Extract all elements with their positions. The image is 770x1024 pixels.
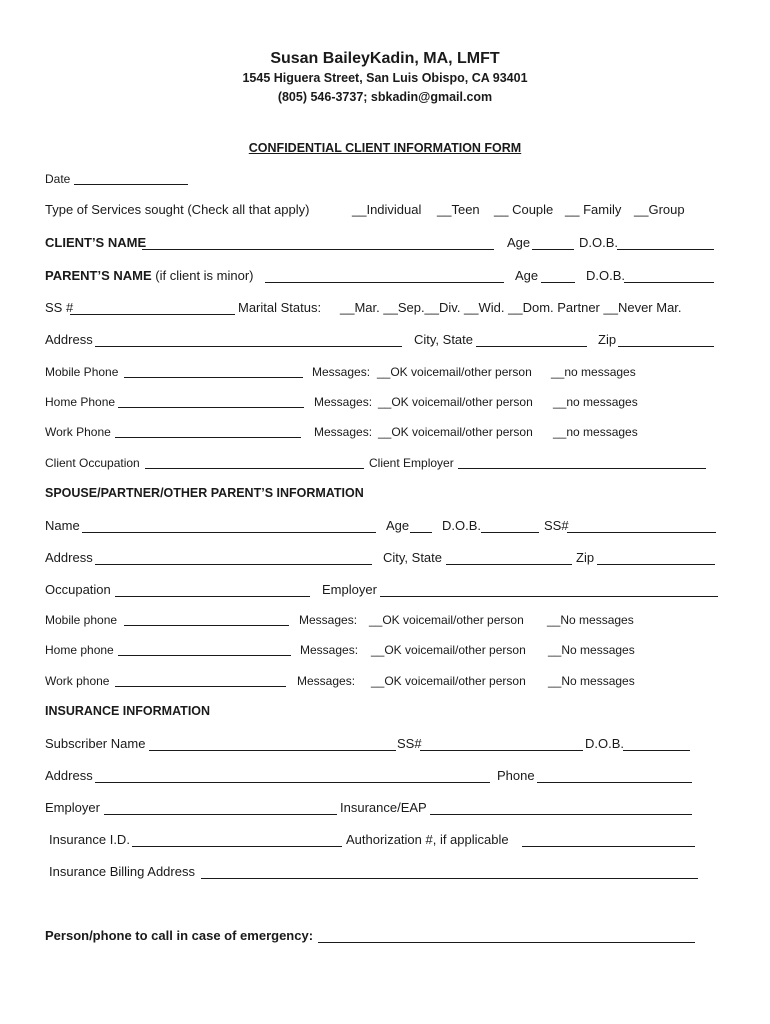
date-field[interactable] bbox=[74, 184, 188, 185]
subscriber-name-label: Subscriber Name bbox=[45, 736, 146, 751]
client-employer-label: Client Employer bbox=[369, 456, 454, 470]
insurance-address-field[interactable] bbox=[95, 782, 490, 783]
spouse-work-label: Work phone bbox=[45, 674, 110, 688]
subscriber-ss-label: SS# bbox=[397, 736, 422, 751]
client-name-field[interactable] bbox=[142, 249, 494, 250]
spouse-city-label: City, State bbox=[383, 550, 443, 565]
spouse-mobile-field[interactable] bbox=[124, 625, 289, 626]
spouse-age-label: Age bbox=[386, 518, 410, 533]
billing-address-field[interactable] bbox=[201, 878, 698, 879]
client-age-label: Age bbox=[507, 235, 531, 250]
client-name-row bbox=[0, 233, 770, 253]
insurance-employer-label: Employer bbox=[45, 800, 100, 815]
spouse-work-row bbox=[0, 671, 770, 691]
ok-voicemail-option[interactable]: __OK voicemail/other person bbox=[369, 613, 524, 627]
client-home-row bbox=[0, 392, 770, 412]
messages-label: Messages: bbox=[300, 643, 359, 657]
insurance-id-row bbox=[0, 830, 770, 850]
spouse-home-label: Home phone bbox=[45, 643, 114, 657]
authorization-field[interactable] bbox=[522, 846, 695, 847]
client-home-field[interactable] bbox=[118, 407, 304, 408]
service-individual-option[interactable]: __Individual bbox=[352, 202, 422, 217]
client-mobile-row bbox=[0, 362, 770, 382]
ok-voicemail-option[interactable]: __OK voicemail/other person bbox=[377, 365, 532, 379]
spouse-occupation-row bbox=[0, 580, 770, 600]
spouse-section-heading: SPOUSE/PARTNER/OTHER PARENT’S INFORMATION bbox=[45, 486, 364, 500]
spouse-name-field[interactable] bbox=[82, 532, 376, 533]
spouse-mobile-label: Mobile phone bbox=[45, 613, 118, 627]
subscriber-ss-field[interactable] bbox=[420, 750, 583, 751]
spouse-dob-field[interactable] bbox=[481, 532, 539, 533]
ok-voicemail-option[interactable]: __OK voicemail/other person bbox=[378, 395, 533, 409]
parent-minor-note: (if client is minor) bbox=[151, 268, 254, 283]
messages-label: Messages: bbox=[299, 613, 358, 627]
insurance-eap-field[interactable] bbox=[430, 814, 692, 815]
messages-label: Messages: bbox=[297, 674, 356, 688]
client-address-label: Address bbox=[45, 332, 93, 347]
client-address-field[interactable] bbox=[95, 346, 402, 347]
client-age-field[interactable] bbox=[532, 249, 574, 250]
service-family-option[interactable]: __ Family bbox=[565, 202, 622, 217]
spouse-mobile-row bbox=[0, 610, 770, 630]
parent-name-field[interactable] bbox=[265, 282, 504, 283]
emergency-contact-label: Person/phone to call in case of emergency: bbox=[45, 928, 314, 943]
client-occupation-label: Client Occupation bbox=[45, 456, 140, 470]
billing-address-label: Insurance Billing Address bbox=[49, 864, 195, 879]
marital-status-options[interactable]: __Mar. __Sep.__Div. __Wid. __Dom. Partner __Never Mar. bbox=[340, 300, 682, 315]
client-work-row bbox=[0, 422, 770, 442]
client-mobile-field[interactable] bbox=[124, 377, 303, 378]
subscriber-name-field[interactable] bbox=[149, 750, 396, 751]
spouse-home-field[interactable] bbox=[118, 655, 291, 656]
services-label: Type of Services sought (Check all that apply) bbox=[45, 202, 310, 217]
client-occupation-row bbox=[0, 453, 770, 473]
client-dob-field[interactable] bbox=[617, 249, 714, 250]
no-messages-option[interactable]: __no messages bbox=[551, 365, 636, 379]
client-ss-label: SS # bbox=[45, 300, 74, 315]
spouse-employer-field[interactable] bbox=[380, 596, 718, 597]
spouse-zip-field[interactable] bbox=[597, 564, 715, 565]
subscriber-row bbox=[0, 734, 770, 754]
client-zip-label: Zip bbox=[598, 332, 617, 347]
service-teen-option[interactable]: __Teen bbox=[437, 202, 480, 217]
insurance-address-row bbox=[0, 766, 770, 786]
client-occupation-field[interactable] bbox=[145, 468, 364, 469]
practice-contact: (805) 546-3737; sbkadin@gmail.com bbox=[277, 90, 493, 104]
client-name-label: CLIENT’S NAME bbox=[45, 235, 147, 250]
marital-status-row bbox=[0, 298, 770, 318]
marital-status-label: Marital Status: bbox=[238, 300, 322, 315]
spouse-address-row bbox=[0, 548, 770, 568]
client-city-label: City, State bbox=[414, 332, 474, 347]
client-employer-field[interactable] bbox=[458, 468, 706, 469]
client-work-field[interactable] bbox=[115, 437, 301, 438]
client-home-label: Home Phone bbox=[45, 395, 116, 409]
spouse-city-field[interactable] bbox=[446, 564, 572, 565]
parent-name-label: PARENT’S NAME bbox=[45, 268, 152, 283]
spouse-occupation-field[interactable] bbox=[115, 596, 310, 597]
client-address-row bbox=[0, 330, 770, 350]
insurance-id-label: Insurance I.D. bbox=[49, 832, 130, 847]
insurance-employer-row bbox=[0, 798, 770, 818]
spouse-name-row bbox=[0, 516, 770, 536]
spouse-zip-label: Zip bbox=[576, 550, 595, 565]
client-dob-label: D.O.B. bbox=[579, 235, 619, 250]
parent-dob-label: D.O.B. bbox=[586, 268, 626, 283]
client-mobile-label: Mobile Phone bbox=[45, 365, 119, 379]
services-row bbox=[0, 200, 770, 220]
no-messages-option[interactable]: __No messages bbox=[548, 674, 635, 688]
client-zip-field[interactable] bbox=[618, 346, 714, 347]
insurance-eap-label: Insurance/EAP bbox=[340, 800, 427, 815]
no-messages-option[interactable]: __no messages bbox=[553, 395, 638, 409]
spouse-address-field[interactable] bbox=[95, 564, 372, 565]
spouse-ss-label: SS# bbox=[544, 518, 569, 533]
spouse-name-label: Name bbox=[45, 518, 80, 533]
billing-address-row bbox=[0, 862, 770, 882]
service-group-option[interactable]: __Group bbox=[634, 202, 685, 217]
form-title: CONFIDENTIAL CLIENT INFORMATION FORM bbox=[248, 141, 522, 155]
ok-voicemail-option[interactable]: __OK voicemail/other person bbox=[378, 425, 533, 439]
emergency-contact-row bbox=[0, 926, 770, 946]
parent-age-field[interactable] bbox=[541, 282, 575, 283]
practitioner-name: Susan BaileyKadin, MA, LMFT bbox=[270, 50, 500, 67]
parent-name-row bbox=[0, 266, 770, 286]
ok-voicemail-option[interactable]: __OK voicemail/other person bbox=[371, 643, 526, 657]
spouse-age-field[interactable] bbox=[410, 532, 432, 533]
spouse-occupation-label: Occupation bbox=[45, 582, 111, 597]
insurance-phone-label: Phone bbox=[497, 768, 535, 783]
spouse-ss-field[interactable] bbox=[567, 532, 716, 533]
spouse-employer-label: Employer bbox=[322, 582, 377, 597]
subscriber-dob-field[interactable] bbox=[623, 750, 690, 751]
insurance-employer-field[interactable] bbox=[104, 814, 337, 815]
messages-label: Messages: bbox=[314, 395, 373, 409]
authorization-label: Authorization #, if applicable bbox=[346, 832, 509, 847]
insurance-id-field[interactable] bbox=[132, 846, 342, 847]
spouse-dob-label: D.O.B. bbox=[442, 518, 482, 533]
emergency-contact-field[interactable] bbox=[318, 942, 695, 943]
insurance-phone-field[interactable] bbox=[537, 782, 692, 783]
spouse-address-label: Address bbox=[45, 550, 93, 565]
spouse-work-field[interactable] bbox=[115, 686, 286, 687]
parent-dob-field[interactable] bbox=[624, 282, 714, 283]
no-messages-option[interactable]: __No messages bbox=[548, 643, 635, 657]
client-city-field[interactable] bbox=[476, 346, 587, 347]
subscriber-dob-label: D.O.B. bbox=[585, 736, 625, 751]
insurance-section-heading: INSURANCE INFORMATION bbox=[45, 704, 211, 718]
client-ss-field[interactable] bbox=[70, 314, 235, 315]
messages-label: Messages: bbox=[314, 425, 373, 439]
ok-voicemail-option[interactable]: __OK voicemail/other person bbox=[371, 674, 526, 688]
date-row bbox=[0, 169, 770, 189]
spouse-home-row bbox=[0, 640, 770, 660]
practice-address: 1545 Higuera Street, San Luis Obispo, CA 93401 bbox=[242, 71, 528, 85]
client-work-label: Work Phone bbox=[45, 425, 111, 439]
no-messages-option[interactable]: __No messages bbox=[547, 613, 634, 627]
insurance-address-label: Address bbox=[45, 768, 93, 783]
no-messages-option[interactable]: __no messages bbox=[553, 425, 638, 439]
messages-label: Messages: bbox=[312, 365, 371, 379]
date-label: Date bbox=[45, 172, 71, 186]
service-couple-option[interactable]: __ Couple bbox=[494, 202, 554, 217]
parent-age-label: Age bbox=[515, 268, 539, 283]
